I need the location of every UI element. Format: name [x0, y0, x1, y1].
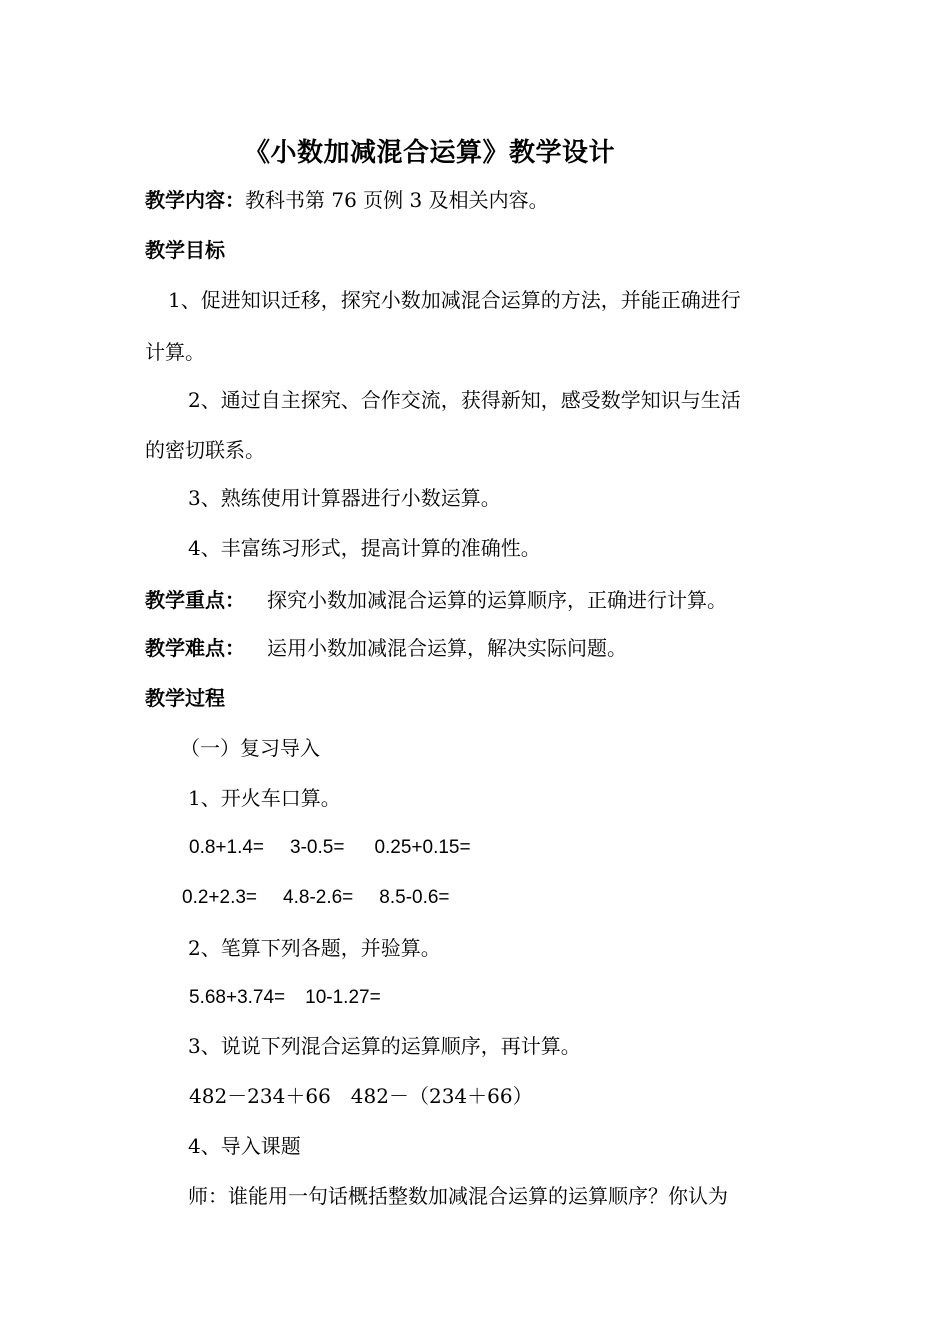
written-problem: 5.68+3.74=	[189, 987, 286, 1008]
process-heading: 教学过程	[145, 686, 225, 710]
objective-1-line-1: 1、促进知识迁移，探究小数加减混合运算的方法，并能正确进行	[168, 288, 741, 312]
objectives-heading: 教学目标	[145, 238, 225, 262]
oral-problem: 4.8-2.6=	[283, 887, 354, 908]
key-point-label: 教学重点：	[145, 588, 245, 612]
content-line	[145, 186, 549, 214]
objective-2-line-1: 2、通过自主探究、合作交流，获得新知，感受数学知识与生活	[188, 388, 741, 412]
step-3: 3、说说下列混合运算的运算顺序，再计算。	[188, 1034, 581, 1058]
oral-problem: 0.2+2.3=	[182, 887, 258, 908]
written-row	[189, 984, 381, 1012]
key-point-text: 探究小数加减混合运算的运算顺序，正确进行计算。	[267, 588, 727, 612]
oral-row-1	[189, 834, 471, 862]
step-4: 4、导入课题	[188, 1134, 301, 1158]
difficulty-text: 运用小数加减混合运算，解决实际问题。	[267, 636, 627, 660]
oral-row-2	[182, 884, 450, 912]
objective-1-line-2: 计算。	[145, 340, 205, 364]
step-2: 2、笔算下列各题，并验算。	[188, 936, 441, 960]
oral-problem: 0.25+0.15=	[374, 837, 471, 858]
mixed-row	[189, 1082, 533, 1110]
content-label: 教学内容：	[145, 188, 245, 212]
objective-3: 3、熟练使用计算器进行小数运算。	[188, 486, 501, 510]
objective-2-line-2: 的密切联系。	[145, 438, 265, 462]
section-1-heading: （一）复习导入	[180, 736, 320, 760]
written-problem: 10-1.27=	[305, 987, 381, 1008]
difficulty-line	[145, 634, 627, 662]
mixed-problem: 482－234＋66	[189, 1084, 331, 1108]
document-title: 《小数加减混合运算》教学设计	[244, 138, 616, 168]
content-text: 教科书第 76 页例 3 及相关内容。	[245, 188, 549, 212]
teacher-question: 师：谁能用一句话概括整数加减混合运算的运算顺序？你认为	[188, 1184, 728, 1208]
oral-problem: 8.5-0.6=	[379, 887, 450, 908]
mixed-problem: 482－（234＋66）	[350, 1084, 533, 1108]
key-point-line	[145, 586, 727, 614]
objective-4: 4、丰富练习形式，提高计算的准确性。	[188, 536, 541, 560]
oral-problem: 3-0.5=	[290, 837, 345, 858]
oral-problem: 0.8+1.4=	[189, 837, 265, 858]
step-1: 1、开火车口算。	[188, 786, 341, 810]
difficulty-label: 教学难点：	[145, 636, 245, 660]
